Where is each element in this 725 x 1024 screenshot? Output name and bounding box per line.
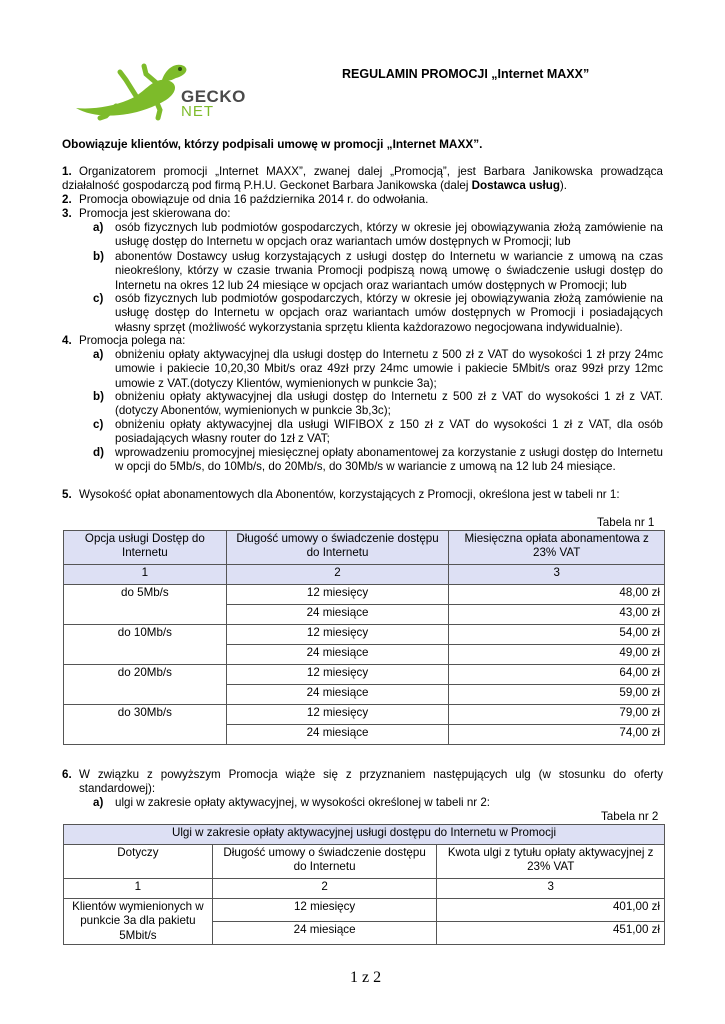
table-row: do 10Mb/s 12 miesięcy 54,00 zł — [64, 625, 665, 645]
column-number: 1 — [64, 565, 227, 585]
item-3b: b) abonentów Dostawcy usług korzystających z usługi dostęp do Internetu w wariancie z umową na czas nieokreślony, którzy w czasie trwania Promocji podpiszą nową umowę o świadczenie usługi dostęp do Internetu na okres 12 lub 24 miesiące w opcjach oraz wariantach umów dostępnych w Promocji; lub — [93, 250, 663, 292]
table-header: Kwota ulgi z tytułu opłaty aktywacyjnej z 23% VAT — [437, 845, 665, 879]
table1-caption: Tabela nr 1 — [597, 516, 655, 529]
table-header: Opcja usługi Dostęp do Internetu — [64, 531, 227, 565]
table-row: 24 miesiące 451,00 zł — [64, 922, 665, 945]
table2-caption: Tabela nr 2 — [601, 810, 659, 823]
table-header: Długość umowy o świadczenie dostępu do Internetu — [226, 531, 449, 565]
item-3: 3. Promocja jest skierowana do: — [62, 207, 231, 220]
table-row: 24 miesiące 49,00 zł — [64, 645, 665, 665]
item-3a: a) osób fizycznych lub podmiotów gospodarczych, którzy w okresie jej obowiązywania złożą zamówienie na usługę dostęp do Internetu w opcjach oraz wariantach umów dostępnych w Promocji; lub — [93, 221, 663, 249]
item-5: 5. Wysokość opłat abonamentowych dla Abonentów, korzystających z Promocji, określona jest w tabeli nr 1: — [62, 488, 620, 501]
item-1: 1. Organizatorem promocji „Internet MAXX”, zwanej dalej „Promocją”, jest Barbara Janikowska prowadząca działalność gospodarczą pod firmą P.H.U. Geckonet Barbara Janikowska (dalej Dostawca usług). — [62, 165, 663, 193]
logo-text-net: NET — [181, 103, 214, 120]
item-4: 4. Promocja polega na: — [62, 334, 186, 347]
page-title: REGULAMIN PROMOCJI „Internet MAXX” — [342, 67, 590, 81]
column-number: 2 — [212, 879, 437, 899]
column-number: 3 — [449, 565, 665, 585]
table-row: do 20Mb/s 12 miesięcy 64,00 zł — [64, 665, 665, 685]
column-number: 2 — [226, 565, 449, 585]
discount-table — [63, 824, 665, 945]
item-3c: c) osób fizycznych lub podmiotów gospodarczych, którzy w okresie jej obowiązywania złożą zamówienie na usługę dostęp do Internetu w opcjach oraz wariantach umów dostępnych w Promocji i posiadających własny sprzęt (możliwość wykorzystania sprzętu klienta każdorazowo negocjowana indywidualnie). — [93, 292, 663, 334]
fees-table — [63, 530, 665, 745]
item-2: 2. Promocja obowiązuje od dnia 16 października 2014 r. do odwołania. — [62, 193, 429, 206]
item-6: 6. W związku z powyższym Promocja wiąże się z przyznaniem następujących ulg (w stosunku do oferty standardowej): — [62, 768, 663, 796]
table-header: Długość umowy o świadczenie dostępu do Internetu — [212, 845, 437, 879]
table-row: 24 miesiące 74,00 zł — [64, 725, 665, 745]
item-6a: a) ulgi w zakresie opłaty aktywacyjnej, w wysokości określonej w tabeli nr 2: — [93, 796, 491, 809]
table-header: Miesięczna opłata abonamentowa z 23% VAT — [449, 531, 665, 565]
item-4a: a) obniżeniu opłaty aktywacyjnej dla usługi dostęp do Internetu z 500 zł z VAT do wysokości 1 zł przy 24mc umowie i pakiecie 10,20,30 Mbit/s oraz 49zł przy 24mc umowie i pakiecie 5Mbit/s oraz 99zł przy 12mc umowie z VAT.(dotyczy Klientów, wymienionych w punkcie 3a); — [93, 348, 663, 390]
page-number: 1 z 2 — [350, 969, 382, 986]
column-number: 3 — [437, 879, 665, 899]
logo-text-gecko: GECKO — [181, 87, 246, 106]
table-row: do 30Mb/s 12 miesięcy 79,00 zł — [64, 705, 665, 725]
table-row: 24 miesiące 59,00 zł — [64, 685, 665, 705]
table-row: 24 miesiące 43,00 zł — [64, 605, 665, 625]
table-title: Ulgi w zakresie opłaty aktywacyjnej usługi dostępu do Internetu w Promocji — [64, 825, 665, 845]
table-row: do 5Mb/s 12 miesięcy 48,00 zł — [64, 585, 665, 605]
table-row: Klientów wymienionych w punkcie 3a dla pakietu 5Mbit/s 12 miesięcy 401,00 zł — [64, 899, 665, 922]
intro-text: Obowiązuje klientów, którzy podpisali umowę w promocji „Internet MAXX”. — [62, 137, 483, 151]
item-4c: c) obniżeniu opłaty aktywacyjnej dla usługi WIFIBOX z 150 zł z VAT do wysokości 1 zł z VAT, dla osób posiadających własny router do 1zł z VAT; — [93, 418, 663, 446]
item-4d: d) wprowadzeniu promocyjnej miesięcznej opłaty abonamentowej za korzystanie z usługi dostęp do Internetu w opcji do 5Mb/s, do 10Mb/s, do 20Mb/s, do 30Mb/s w wariancie z umową na 12 lub 24 miesiące. — [93, 446, 663, 474]
table-header: Dotyczy — [64, 845, 213, 879]
item-4b: b) obniżeniu opłaty aktywacyjnej dla usługi dostęp do Internetu z 500 zł z VAT do wysokości 1 zł z VAT.(dotyczy Abonentów, wymienionych w punkcie 3b,3c); — [93, 390, 663, 418]
column-number: 1 — [64, 879, 213, 899]
